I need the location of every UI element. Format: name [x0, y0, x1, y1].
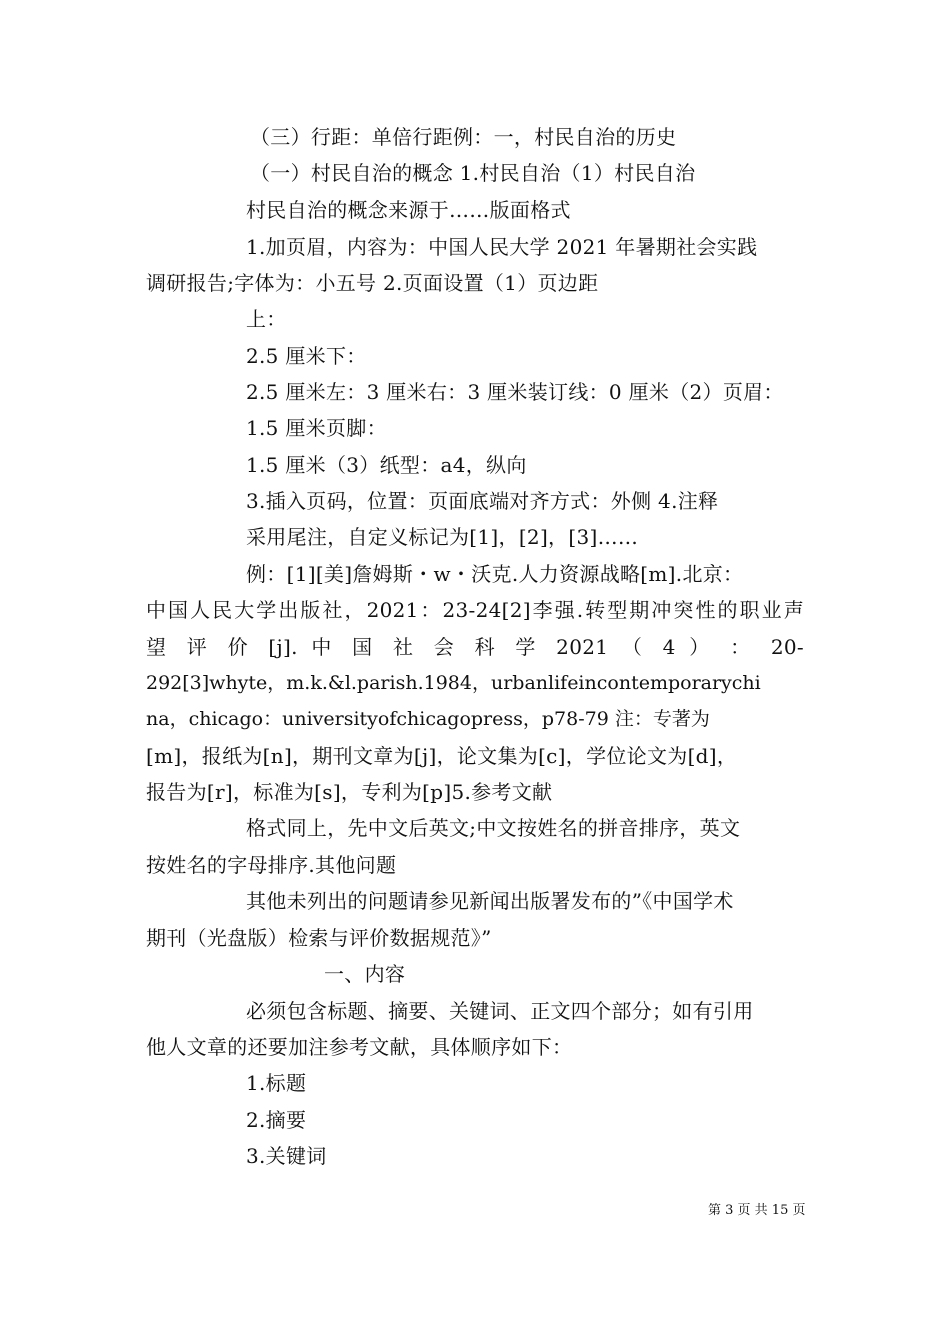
text-line-6: 上： [246, 307, 287, 331]
text-line-26: 他人文章的还要加注参考文献，具体顺序如下： [146, 1035, 573, 1059]
text-line-18: [m]，报纸为[n]，期刊文章为[j]，论文集为[c]，学位论文为[d]， [146, 744, 738, 768]
text-line-23: 期刊（光盘版）检索与评价数据规范》” [146, 926, 492, 950]
text-line-25: 必须包含标题、摘要、关键词、正文四个部分；如有引用 [246, 999, 754, 1023]
text-line-21: 按姓名的字母排序.其他问题 [146, 853, 397, 877]
page-number-footer: 第 3 页 共 15 页 [708, 1203, 806, 1218]
text-line-13: 例：[1][美]詹姆斯・w・沃克.人力资源战略[m].北京： [246, 562, 744, 586]
text-line-7: 2.5 厘米下： [246, 344, 367, 368]
text-line-19: 报告为[r]，标准为[s]，专利为[p]5.参考文献 [146, 780, 553, 804]
text-line-27: 1.标题 [246, 1071, 307, 1095]
text-line-5: 调研报告;字体为：小五号 2.页面设置（1）页边距 [146, 271, 599, 295]
text-line-4: 1.加页眉，内容为：中国人民大学 2021 年暑期社会实践 [246, 235, 758, 259]
section-heading: 一、内容 [324, 962, 406, 986]
text-line-10: 1.5 厘米（3）纸型：a4，纵向 [246, 453, 527, 477]
text-line-12: 采用尾注，自定义标记为[1]，[2]，[3]…… [246, 525, 639, 549]
text-line-1: （三）行距：单倍行距例：一，村民自治的历史 [250, 125, 677, 149]
text-line-8: 2.5 厘米左：3 厘米右：3 厘米装订线：0 厘米（2）页眉： [246, 380, 784, 404]
text-line-3: 村民自治的概念来源于……版面格式 [246, 198, 571, 222]
text-line-16: 292[3]whyte，m.k.&l.parish.1984，urbanlifeincontemporarychi [146, 672, 761, 694]
text-line-11: 3.插入页码，位置：页面底端对齐方式：外侧 4.注释 [246, 489, 719, 513]
text-line-22: 其他未列出的问题请参见新闻出版署发布的”《中国学术 [246, 889, 734, 913]
text-line-20: 格式同上，先中文后英文;中文按姓名的拼音排序，英文 [246, 816, 741, 840]
text-line-17: na，chicago：universityofchicagopress，p78-79 注：专著为 [146, 708, 710, 730]
text-line-14: 中国人民大学出版社，2021：23-24[2]李强.转型期冲突性的职业声 [146, 598, 804, 622]
text-line-15: 望 评 价 [j]. 中 国 社 会 科 学 2021 （ 4 ） ： 20- [146, 635, 804, 659]
text-line-29: 3.关键词 [246, 1144, 327, 1168]
text-line-28: 2.摘要 [246, 1108, 307, 1132]
text-line-9: 1.5 厘米页脚： [246, 416, 387, 440]
text-line-2: （一）村民自治的概念 1.村民自治（1）村民自治 [250, 161, 696, 185]
